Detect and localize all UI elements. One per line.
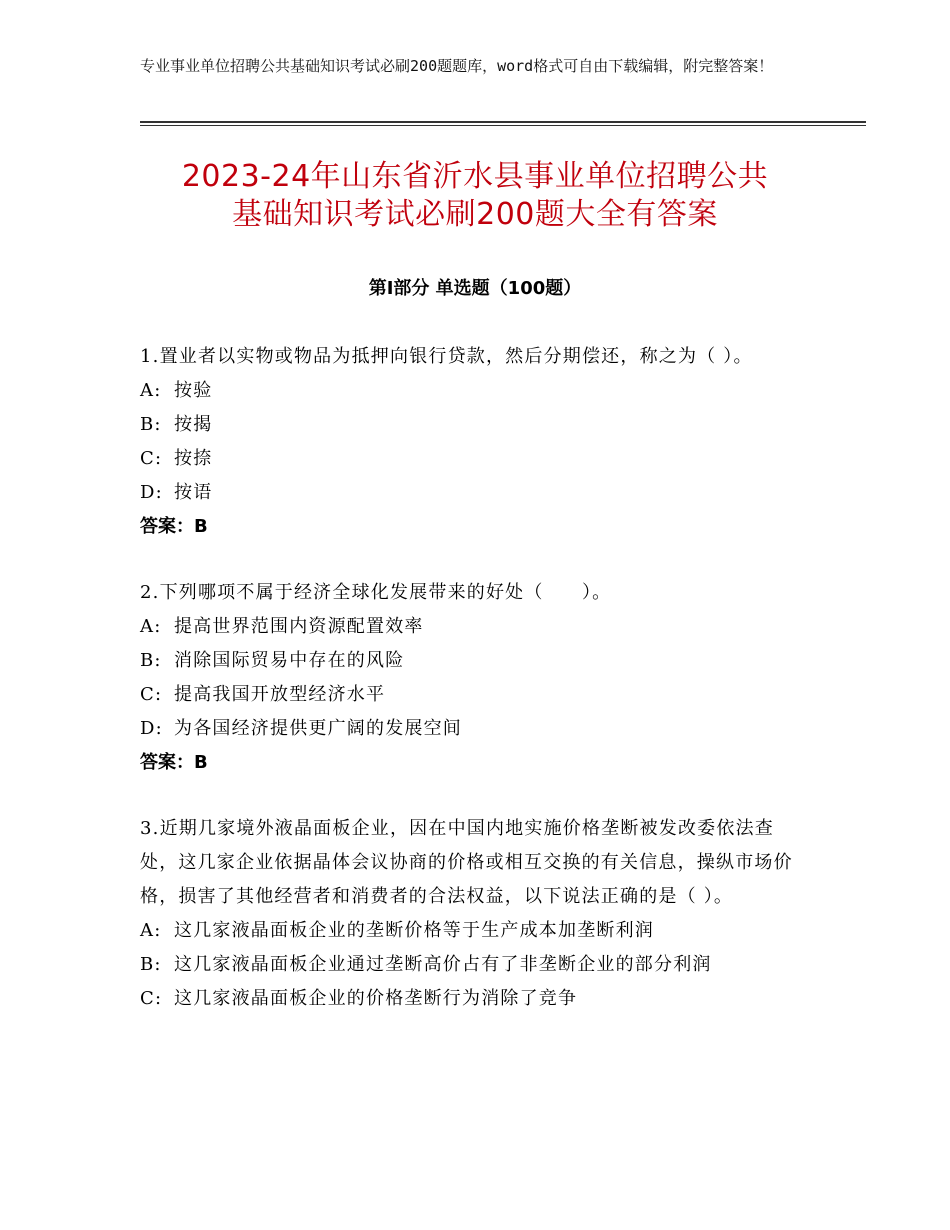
option-b [140, 644, 800, 678]
option-letter: B: [140, 414, 162, 435]
title-line-2: 基础知识考试必刷200题大全有答案 [232, 197, 718, 232]
section-heading: 第Ⅰ部分 单选题（100题） [368, 278, 582, 299]
question-stem: 3.近期几家境外液晶面板企业，因在中国内地实施价格垄断被发改委依法查处，这几家企业依据晶体会议协商的价格或相互交换的有关信息，操纵市场价格，损害了其他经营者和消费者的合法权益，以下说法正确的是（ ）。 [140, 818, 793, 907]
option-letter: A: [140, 380, 162, 401]
option-text: 按验 [174, 380, 213, 401]
option-c [140, 442, 800, 476]
option-c [140, 678, 800, 712]
question-answer: 答案：B [140, 752, 208, 773]
option-letter: A: [140, 920, 162, 941]
title-line-1: 2023-24年山东省沂水县事业单位招聘公共 [181, 159, 769, 194]
option-d [140, 476, 800, 510]
option-a [140, 374, 800, 408]
option-letter: A: [140, 616, 162, 637]
header-divider-thin [140, 125, 866, 126]
option-text: 提高世界范围内资源配置效率 [174, 616, 424, 637]
question-1 [140, 340, 800, 544]
option-text: 按揭 [174, 414, 213, 435]
option-a [140, 610, 800, 644]
option-text: 按捺 [174, 448, 213, 469]
question-2 [140, 576, 800, 780]
option-letter: C: [140, 988, 163, 1009]
option-text: 消除国际贸易中存在的风险 [174, 650, 405, 671]
option-b [140, 408, 800, 442]
question-stem: 1.置业者以实物或物品为抵押向银行贷款，然后分期偿还，称之为（ ）。 [140, 346, 753, 367]
option-text: 这几家液晶面板企业通过垄断高价占有了非垄断企业的部分利润 [174, 954, 712, 975]
option-letter: D: [140, 482, 163, 503]
option-text: 这几家液晶面板企业的价格垄断行为消除了竞争 [174, 988, 578, 1009]
document-title [100, 158, 850, 234]
question-3 [140, 812, 800, 1016]
option-letter: C: [140, 684, 163, 705]
option-text: 为各国经济提供更广阔的发展空间 [174, 718, 462, 739]
header-note: 专业事业单位招聘公共基础知识考试必刷200题题库，word格式可自由下载编辑，附完整答案！ [140, 57, 774, 75]
option-letter: B: [140, 650, 162, 671]
option-letter: C: [140, 448, 163, 469]
option-text: 提高我国开放型经济水平 [174, 684, 386, 705]
option-b [140, 948, 800, 982]
question-answer: 答案：B [140, 516, 208, 537]
option-letter: D: [140, 718, 163, 739]
option-c [140, 982, 800, 1016]
option-a [140, 914, 800, 948]
option-text: 这几家液晶面板企业的垄断价格等于生产成本加垄断利润 [174, 920, 654, 941]
question-list [140, 340, 800, 1048]
header-divider-thick [140, 121, 866, 123]
option-letter: B: [140, 954, 162, 975]
option-text: 按语 [174, 482, 213, 503]
option-d [140, 712, 800, 746]
question-stem: 2.下列哪项不属于经济全球化发展带来的好处（ ）。 [140, 582, 612, 603]
